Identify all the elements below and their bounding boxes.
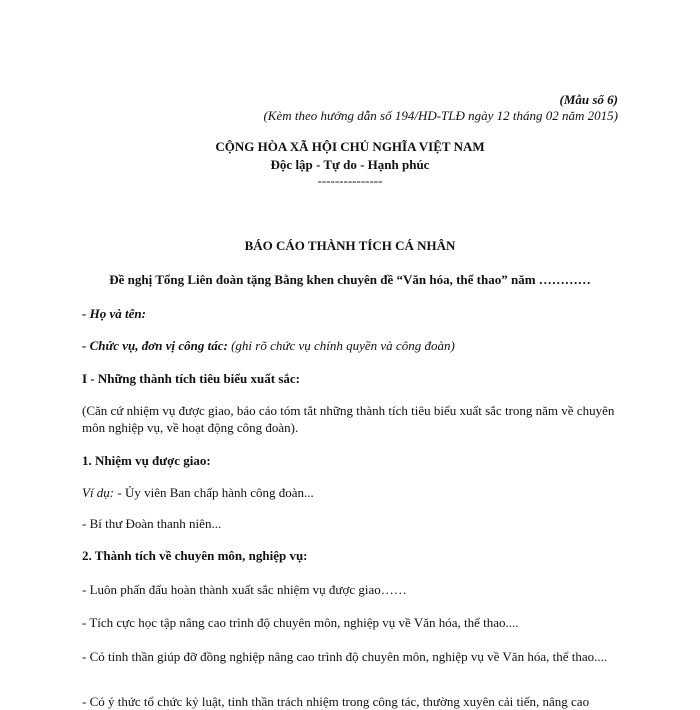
achievement-heading: 2. Thành tích về chuyên môn, nghiệp vụ: <box>82 548 308 563</box>
attachment-note: (Kèm theo hướng dẫn số 194/HD-TLĐ ngày 12 tháng 02 năm 2015) <box>263 108 618 123</box>
position-note: (ghi rõ chức vụ chính quyền và công đoàn) <box>227 338 455 353</box>
achievement-item-4: - Có ý thức tổ chức kỷ luật, tinh thần trách nhiệm trong công tác, thường xuyên cải tiến, nâng cao <box>82 694 590 709</box>
section-1-note: (Căn cứ nhiệm vụ được giao, báo cáo tóm tắt những thành tích tiêu biểu xuất sắc trong năm về chuyên môn nghiệp vụ, về hoạt động công đoàn). <box>82 403 615 435</box>
achievement-item-2: - Tích cực học tập nâng cao trình độ chuyên môn, nghiệp vụ về Văn hóa, thể thao.... <box>82 615 519 630</box>
example-label: Ví dụ: <box>82 485 115 500</box>
example-line <box>82 485 314 501</box>
motto: Độc lập - Tự do - Hạnh phúc <box>270 157 430 172</box>
national-title: CỘNG HÒA XÃ HỘI CHỦ NGHĨA VIỆT NAM <box>215 139 485 154</box>
achievement-item-3: - Có tinh thần giúp đỡ đồng nghiệp nâng cao trình độ chuyên môn, nghiệp vụ về Văn hóa, thể thao.... <box>82 649 608 664</box>
example-line-2: - Bí thư Đoàn thanh niên... <box>82 516 222 531</box>
divider: --------------- <box>317 173 383 188</box>
position-line <box>82 338 455 354</box>
form-number: (Mẫu số 6) <box>559 92 618 107</box>
example-text: - Ủy viên Ban chấp hành công đoàn... <box>114 485 314 500</box>
task-heading: 1. Nhiệm vụ được giao: <box>82 453 211 468</box>
position-label: - Chức vụ, đơn vị công tác: <box>82 338 228 353</box>
document-title: BÁO CÁO THÀNH TÍCH CÁ NHÂN <box>244 238 456 253</box>
full-name-label: - Họ và tên: <box>82 306 146 321</box>
achievement-item-1: - Luôn phấn đấu hoàn thành xuất sắc nhiệm vụ được giao…… <box>82 582 407 597</box>
document-subtitle: Đề nghị Tổng Liên đoàn tặng Bằng khen chuyên đề “Văn hóa, thể thao” năm ………… <box>109 272 591 287</box>
section-1-heading: I - Những thành tích tiêu biểu xuất sắc: <box>82 371 300 386</box>
